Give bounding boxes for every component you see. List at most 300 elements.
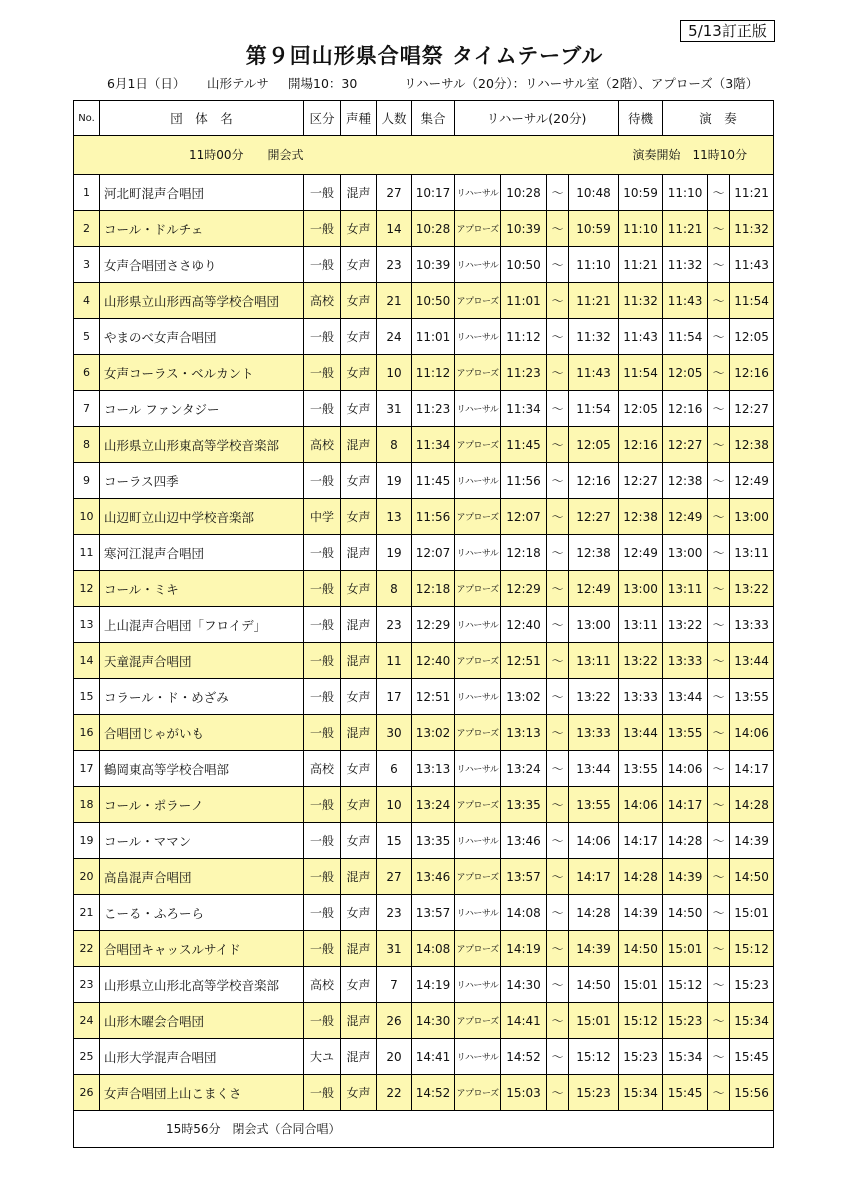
cell-rehearsal-tilde: ～	[547, 499, 569, 535]
cell-category: 一般	[304, 571, 341, 607]
cell-standby: 14:17	[619, 823, 663, 859]
cell-performance-tilde: ～	[708, 247, 730, 283]
cell-rehearsal-start: 12:51	[501, 643, 547, 679]
cell-gather: 11:12	[412, 355, 455, 391]
cell-standby: 15:34	[619, 1075, 663, 1111]
rehearsal-info: リハーサル（20分）：リハーサル室（2階）、アプローズ（3階）	[404, 76, 759, 91]
cell-name: コール ファンタジー	[100, 391, 304, 427]
table-row	[74, 967, 774, 1003]
cell-gather: 14:41	[412, 1039, 455, 1075]
cell-standby: 12:49	[619, 535, 663, 571]
cell-performance-tilde: ～	[708, 643, 730, 679]
cell-category: 一般	[304, 247, 341, 283]
cell-rehearsal-tilde: ～	[547, 751, 569, 787]
cell-performance-tilde: ～	[708, 535, 730, 571]
cell-voice: 女声	[341, 355, 377, 391]
cell-performance-tilde: ～	[708, 679, 730, 715]
cell-category: 一般	[304, 319, 341, 355]
cell-gather: 10:17	[412, 175, 455, 211]
cell-performance-tilde: ～	[708, 283, 730, 319]
cell-rehearsal-room: アプローズ	[455, 355, 501, 391]
cell-rehearsal-end: 13:55	[569, 787, 619, 823]
cell-standby: 13:00	[619, 571, 663, 607]
cell-voice: 混声	[341, 643, 377, 679]
cell-gather: 12:51	[412, 679, 455, 715]
cell-performance-start: 12:27	[663, 427, 708, 463]
cell-standby: 11:32	[619, 283, 663, 319]
cell-voice: 女声	[341, 571, 377, 607]
table-row	[74, 391, 774, 427]
cell-rehearsal-end: 15:12	[569, 1039, 619, 1075]
cell-standby: 13:44	[619, 715, 663, 751]
cell-count: 6	[377, 751, 412, 787]
cell-count: 7	[377, 967, 412, 1003]
cell-category: 一般	[304, 175, 341, 211]
cell-standby: 13:55	[619, 751, 663, 787]
cell-name: 山形県立山形西高等学校合唱団	[100, 283, 304, 319]
cell-performance-tilde: ～	[708, 751, 730, 787]
cell-no: 25	[74, 1039, 100, 1075]
cell-performance-end: 11:21	[730, 175, 774, 211]
cell-category: 一般	[304, 895, 341, 931]
cell-voice: 女声	[341, 1075, 377, 1111]
cell-rehearsal-room: アプローズ	[455, 931, 501, 967]
cell-count: 21	[377, 283, 412, 319]
cell-rehearsal-tilde: ～	[547, 535, 569, 571]
cell-performance-end: 15:12	[730, 931, 774, 967]
cell-name: 高畠混声合唱団	[100, 859, 304, 895]
cell-rehearsal-tilde: ～	[547, 823, 569, 859]
cell-category: 高校	[304, 427, 341, 463]
cell-category: 一般	[304, 535, 341, 571]
cell-rehearsal-start: 13:57	[501, 859, 547, 895]
cell-rehearsal-room: リハーサル	[455, 175, 501, 211]
table-row	[74, 463, 774, 499]
cell-rehearsal-start: 11:01	[501, 283, 547, 319]
cell-rehearsal-start: 14:41	[501, 1003, 547, 1039]
cell-gather: 13:35	[412, 823, 455, 859]
cell-category: 大ユ	[304, 1039, 341, 1075]
cell-performance-end: 12:49	[730, 463, 774, 499]
cell-voice: 混声	[341, 535, 377, 571]
cell-performance-tilde: ～	[708, 211, 730, 247]
cell-rehearsal-room: アプローズ	[455, 571, 501, 607]
cell-gather: 10:39	[412, 247, 455, 283]
cell-category: 一般	[304, 391, 341, 427]
cell-performance-end: 13:33	[730, 607, 774, 643]
cell-no: 9	[74, 463, 100, 499]
cell-category: 一般	[304, 787, 341, 823]
cell-category: 一般	[304, 355, 341, 391]
cell-rehearsal-room: リハーサル	[455, 391, 501, 427]
table-row	[74, 895, 774, 931]
cell-rehearsal-room: リハーサル	[455, 247, 501, 283]
cell-performance-end: 14:17	[730, 751, 774, 787]
cell-no: 5	[74, 319, 100, 355]
cell-name: 女声合唱団ささゆり	[100, 247, 304, 283]
cell-performance-tilde: ～	[708, 391, 730, 427]
cell-performance-start: 11:43	[663, 283, 708, 319]
cell-gather: 14:30	[412, 1003, 455, 1039]
cell-name: コール・ポラーノ	[100, 787, 304, 823]
table-row	[74, 247, 774, 283]
cell-no: 17	[74, 751, 100, 787]
cell-rehearsal-tilde: ～	[547, 787, 569, 823]
cell-performance-start: 12:05	[663, 355, 708, 391]
cell-rehearsal-room: リハーサル	[455, 967, 501, 1003]
cell-voice: 女声	[341, 751, 377, 787]
cell-name: 合唱団キャッスルサイド	[100, 931, 304, 967]
cell-name: 上山混声合唱団「フロイデ」	[100, 607, 304, 643]
cell-rehearsal-end: 12:16	[569, 463, 619, 499]
cell-rehearsal-room: アプローズ	[455, 499, 501, 535]
cell-voice: 女声	[341, 463, 377, 499]
cell-rehearsal-tilde: ～	[547, 463, 569, 499]
cell-performance-start: 11:54	[663, 319, 708, 355]
cell-name: 鶴岡東高等学校合唱部	[100, 751, 304, 787]
cell-performance-tilde: ～	[708, 427, 730, 463]
cell-rehearsal-end: 10:48	[569, 175, 619, 211]
cell-standby: 15:23	[619, 1039, 663, 1075]
cell-rehearsal-tilde: ～	[547, 319, 569, 355]
cell-name: コール・ママン	[100, 823, 304, 859]
cell-count: 27	[377, 859, 412, 895]
cell-no: 3	[74, 247, 100, 283]
cell-count: 8	[377, 427, 412, 463]
cell-gather: 14:52	[412, 1075, 455, 1111]
header-performance: 演 奏	[663, 101, 774, 136]
cell-performance-start: 15:12	[663, 967, 708, 1003]
cell-gather: 14:19	[412, 967, 455, 1003]
cell-no: 2	[74, 211, 100, 247]
cell-performance-start: 13:22	[663, 607, 708, 643]
cell-name: 合唱団じゃがいも	[100, 715, 304, 751]
cell-count: 17	[377, 679, 412, 715]
cell-count: 30	[377, 715, 412, 751]
cell-performance-end: 13:00	[730, 499, 774, 535]
table-row	[74, 355, 774, 391]
cell-count: 19	[377, 535, 412, 571]
cell-voice: 女声	[341, 391, 377, 427]
cell-standby: 12:27	[619, 463, 663, 499]
cell-voice: 女声	[341, 319, 377, 355]
cell-performance-start: 15:01	[663, 931, 708, 967]
cell-count: 11	[377, 643, 412, 679]
cell-performance-end: 15:23	[730, 967, 774, 1003]
cell-voice: 女声	[341, 967, 377, 1003]
cell-performance-end: 15:34	[730, 1003, 774, 1039]
cell-performance-start: 11:32	[663, 247, 708, 283]
cell-name: コール・ミキ	[100, 571, 304, 607]
opening-row	[74, 136, 774, 175]
cell-gather: 12:29	[412, 607, 455, 643]
cell-voice: 混声	[341, 607, 377, 643]
cell-rehearsal-start: 11:45	[501, 427, 547, 463]
cell-count: 22	[377, 1075, 412, 1111]
cell-no: 23	[74, 967, 100, 1003]
cell-standby: 10:59	[619, 175, 663, 211]
cell-rehearsal-start: 13:46	[501, 823, 547, 859]
cell-rehearsal-end: 11:10	[569, 247, 619, 283]
cell-standby: 11:10	[619, 211, 663, 247]
cell-rehearsal-tilde: ～	[547, 283, 569, 319]
cell-performance-end: 14:28	[730, 787, 774, 823]
cell-performance-end: 13:55	[730, 679, 774, 715]
cell-rehearsal-end: 14:50	[569, 967, 619, 1003]
cell-name: コーラス四季	[100, 463, 304, 499]
cell-standby: 14:28	[619, 859, 663, 895]
cell-count: 24	[377, 319, 412, 355]
header-voice: 声種	[341, 101, 377, 136]
cell-category: 一般	[304, 859, 341, 895]
cell-rehearsal-room: アプローズ	[455, 283, 501, 319]
page-title: 第９回山形県合唱祭 タイムテーブル	[245, 44, 604, 68]
cell-rehearsal-end: 13:44	[569, 751, 619, 787]
cell-standby: 15:01	[619, 967, 663, 1003]
cell-performance-tilde: ～	[708, 319, 730, 355]
cell-rehearsal-tilde: ～	[547, 859, 569, 895]
cell-category: 一般	[304, 463, 341, 499]
cell-performance-start: 12:49	[663, 499, 708, 535]
cell-rehearsal-end: 10:59	[569, 211, 619, 247]
cell-rehearsal-start: 10:50	[501, 247, 547, 283]
cell-rehearsal-tilde: ～	[547, 895, 569, 931]
cell-rehearsal-tilde: ～	[547, 1003, 569, 1039]
cell-category: 一般	[304, 823, 341, 859]
cell-performance-end: 15:56	[730, 1075, 774, 1111]
cell-voice: 女声	[341, 787, 377, 823]
cell-standby: 13:22	[619, 643, 663, 679]
header-rehearsal: リハーサル(20分)	[455, 101, 619, 136]
event-venue: 山形テルサ	[207, 76, 269, 91]
cell-gather: 11:01	[412, 319, 455, 355]
cell-voice: 女声	[341, 211, 377, 247]
closing-row	[74, 1111, 774, 1148]
cell-rehearsal-room: リハーサル	[455, 535, 501, 571]
cell-gather: 10:50	[412, 283, 455, 319]
cell-gather: 13:57	[412, 895, 455, 931]
cell-rehearsal-start: 13:24	[501, 751, 547, 787]
table-row	[74, 319, 774, 355]
cell-rehearsal-tilde: ～	[547, 967, 569, 1003]
cell-rehearsal-tilde: ～	[547, 1075, 569, 1111]
cell-rehearsal-end: 11:32	[569, 319, 619, 355]
cell-rehearsal-end: 13:22	[569, 679, 619, 715]
cell-count: 26	[377, 1003, 412, 1039]
cell-voice: 混声	[341, 427, 377, 463]
cell-no: 12	[74, 571, 100, 607]
cell-rehearsal-end: 12:38	[569, 535, 619, 571]
table-row	[74, 535, 774, 571]
cell-standby: 13:33	[619, 679, 663, 715]
cell-rehearsal-end: 15:23	[569, 1075, 619, 1111]
cell-no: 8	[74, 427, 100, 463]
header-standby: 待機	[619, 101, 663, 136]
cell-standby: 11:43	[619, 319, 663, 355]
cell-category: 一般	[304, 211, 341, 247]
cell-rehearsal-end: 11:54	[569, 391, 619, 427]
table-row	[74, 283, 774, 319]
cell-rehearsal-tilde: ～	[547, 643, 569, 679]
cell-rehearsal-tilde: ～	[547, 715, 569, 751]
cell-rehearsal-start: 12:29	[501, 571, 547, 607]
performance-start: 演奏開始 11時10分	[632, 148, 748, 162]
table-row	[74, 931, 774, 967]
table-row	[74, 751, 774, 787]
cell-rehearsal-end: 14:17	[569, 859, 619, 895]
cell-gather: 11:23	[412, 391, 455, 427]
cell-rehearsal-start: 14:52	[501, 1039, 547, 1075]
cell-performance-tilde: ～	[708, 1039, 730, 1075]
cell-standby: 15:12	[619, 1003, 663, 1039]
cell-standby: 14:39	[619, 895, 663, 931]
cell-no: 10	[74, 499, 100, 535]
cell-category: 一般	[304, 643, 341, 679]
cell-gather: 10:28	[412, 211, 455, 247]
cell-voice: 混声	[341, 175, 377, 211]
cell-gather: 13:13	[412, 751, 455, 787]
cell-voice: 女声	[341, 679, 377, 715]
table-row	[74, 823, 774, 859]
cell-rehearsal-start: 10:28	[501, 175, 547, 211]
cell-rehearsal-start: 14:19	[501, 931, 547, 967]
cell-performance-end: 11:43	[730, 247, 774, 283]
cell-rehearsal-start: 11:56	[501, 463, 547, 499]
cell-performance-end: 14:06	[730, 715, 774, 751]
cell-voice: 女声	[341, 283, 377, 319]
cell-gather: 11:45	[412, 463, 455, 499]
cell-performance-start: 14:50	[663, 895, 708, 931]
cell-performance-start: 13:33	[663, 643, 708, 679]
cell-gather: 13:02	[412, 715, 455, 751]
header-row	[74, 101, 774, 136]
cell-rehearsal-room: アプローズ	[455, 1003, 501, 1039]
cell-performance-tilde: ～	[708, 823, 730, 859]
header-count: 人数	[377, 101, 412, 136]
cell-rehearsal-end: 14:28	[569, 895, 619, 931]
cell-rehearsal-start: 12:07	[501, 499, 547, 535]
cell-rehearsal-start: 13:13	[501, 715, 547, 751]
cell-no: 18	[74, 787, 100, 823]
table-row	[74, 679, 774, 715]
table-row	[74, 499, 774, 535]
cell-rehearsal-tilde: ～	[547, 427, 569, 463]
cell-rehearsal-room: アプローズ	[455, 643, 501, 679]
cell-performance-tilde: ～	[708, 715, 730, 751]
cell-performance-end: 13:11	[730, 535, 774, 571]
cell-no: 6	[74, 355, 100, 391]
table-row	[74, 715, 774, 751]
cell-gather: 11:34	[412, 427, 455, 463]
cell-rehearsal-room: アプローズ	[455, 787, 501, 823]
cell-voice: 混声	[341, 859, 377, 895]
cell-gather: 12:18	[412, 571, 455, 607]
cell-standby: 11:54	[619, 355, 663, 391]
cell-voice: 女声	[341, 823, 377, 859]
cell-count: 31	[377, 391, 412, 427]
cell-no: 15	[74, 679, 100, 715]
cell-performance-tilde: ～	[708, 1075, 730, 1111]
cell-rehearsal-start: 14:08	[501, 895, 547, 931]
cell-name: 山形県立山形東高等学校音楽部	[100, 427, 304, 463]
cell-voice: 混声	[341, 1039, 377, 1075]
cell-performance-tilde: ～	[708, 967, 730, 1003]
cell-rehearsal-room: リハーサル	[455, 607, 501, 643]
cell-category: 高校	[304, 751, 341, 787]
cell-rehearsal-end: 13:11	[569, 643, 619, 679]
cell-rehearsal-start: 11:12	[501, 319, 547, 355]
cell-rehearsal-room: リハーサル	[455, 751, 501, 787]
cell-rehearsal-tilde: ～	[547, 211, 569, 247]
header-gather: 集合	[412, 101, 455, 136]
cell-category: 一般	[304, 1075, 341, 1111]
cell-no: 13	[74, 607, 100, 643]
cell-voice: 混声	[341, 931, 377, 967]
cell-count: 20	[377, 1039, 412, 1075]
cell-rehearsal-room: リハーサル	[455, 823, 501, 859]
cell-category: 高校	[304, 967, 341, 1003]
cell-rehearsal-start: 15:03	[501, 1075, 547, 1111]
cell-rehearsal-tilde: ～	[547, 571, 569, 607]
cell-performance-end: 13:44	[730, 643, 774, 679]
cell-no: 22	[74, 931, 100, 967]
cell-voice: 混声	[341, 715, 377, 751]
cell-rehearsal-tilde: ～	[547, 607, 569, 643]
opening-ceremony: 11時00分 開会式	[189, 148, 304, 162]
table-row	[74, 607, 774, 643]
cell-performance-start: 13:00	[663, 535, 708, 571]
cell-rehearsal-end: 11:43	[569, 355, 619, 391]
cell-performance-start: 15:23	[663, 1003, 708, 1039]
cell-rehearsal-end: 14:39	[569, 931, 619, 967]
cell-rehearsal-tilde: ～	[547, 679, 569, 715]
cell-rehearsal-tilde: ～	[547, 931, 569, 967]
cell-performance-start: 12:16	[663, 391, 708, 427]
cell-performance-start: 14:17	[663, 787, 708, 823]
cell-name: 山形木曜会合唱団	[100, 1003, 304, 1039]
cell-performance-tilde: ～	[708, 859, 730, 895]
cell-name: 女声合唱団上山こまくさ	[100, 1075, 304, 1111]
cell-count: 15	[377, 823, 412, 859]
cell-performance-tilde: ～	[708, 787, 730, 823]
cell-rehearsal-tilde: ～	[547, 247, 569, 283]
cell-rehearsal-room: アプローズ	[455, 1075, 501, 1111]
revision-label: 5/13訂正版	[680, 20, 775, 42]
cell-no: 20	[74, 859, 100, 895]
cell-category: 一般	[304, 715, 341, 751]
cell-rehearsal-room: リハーサル	[455, 895, 501, 931]
cell-count: 10	[377, 355, 412, 391]
cell-rehearsal-room: アプローズ	[455, 859, 501, 895]
table-row	[74, 1003, 774, 1039]
cell-category: 一般	[304, 679, 341, 715]
cell-count: 27	[377, 175, 412, 211]
cell-rehearsal-tilde: ～	[547, 391, 569, 427]
cell-name: やまのべ女声合唱団	[100, 319, 304, 355]
cell-performance-tilde: ～	[708, 1003, 730, 1039]
cell-rehearsal-tilde: ～	[547, 175, 569, 211]
table-row	[74, 1039, 774, 1075]
cell-name: コール・ドルチェ	[100, 211, 304, 247]
cell-rehearsal-start: 12:40	[501, 607, 547, 643]
cell-rehearsal-end: 11:21	[569, 283, 619, 319]
cell-no: 4	[74, 283, 100, 319]
cell-standby: 12:38	[619, 499, 663, 535]
cell-name: 女声コーラス・ベルカント	[100, 355, 304, 391]
cell-performance-tilde: ～	[708, 499, 730, 535]
cell-rehearsal-end: 12:27	[569, 499, 619, 535]
cell-performance-start: 14:06	[663, 751, 708, 787]
